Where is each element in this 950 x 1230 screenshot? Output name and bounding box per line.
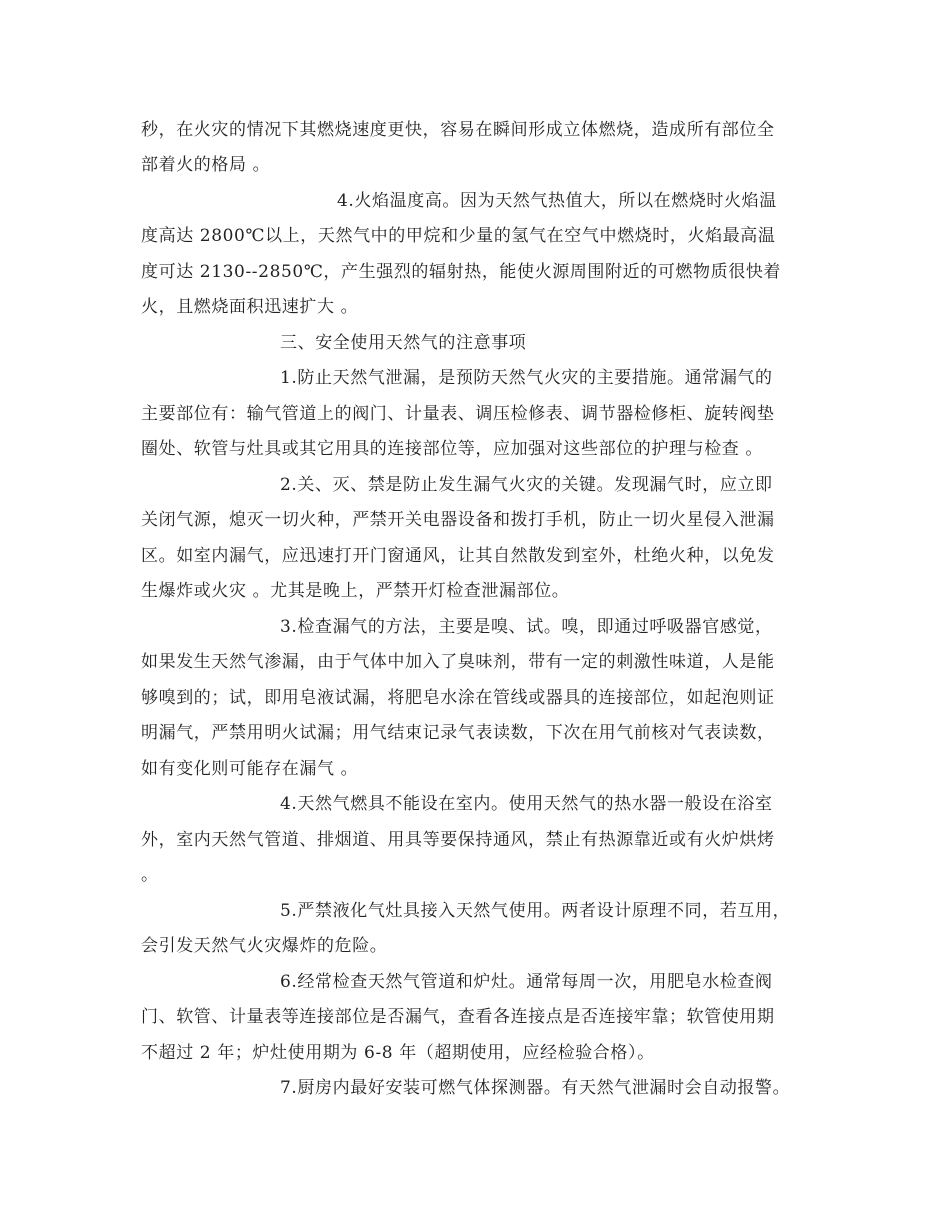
paragraph-start: 7.厨房内最好安装可燃气体探测器。有天然气泄漏时会自动报警。: [280, 1078, 791, 1098]
text-line: 火，且燃烧面积迅速扩大 。: [141, 297, 359, 317]
text-line: 如果发生天然气渗漏，由于气体中加入了臭味剂，带有一定的刺激性味道，人是能: [141, 652, 775, 672]
text-line: 度高达 2800℃以上，天然气中的甲烷和少量的氢气在空气中燃烧时，火焰最高温: [141, 226, 776, 246]
text-line: 主要部位有：输气管道上的阀门、计量表、调压检修表、调节器检修柜、旋转阀垫: [141, 404, 775, 424]
text-line: 如有变化则可能存在漏气 。: [141, 759, 359, 779]
paragraph-start: 1.防止天然气泄漏，是预防天然气火灾的主要措施。通常漏气的: [280, 368, 773, 388]
text-line: 秒，在火灾的情况下其燃烧速度更快，容易在瞬间形成立体燃烧，造成所有部位全: [141, 120, 775, 140]
text-line: 明漏气，严禁用明火试漏；用气结束记录气表读数，下次在用气前核对气表读数，: [141, 723, 775, 743]
text-line: 度可达 2130--2850℃，产生强烈的辐射热，能使火源周围附近的可燃物质很快着: [141, 262, 782, 282]
text-line: 门、软管、计量表等连接部位是否漏气，查看各连接点是否连接牢靠；软管使用期: [141, 1007, 775, 1027]
section-heading: 三、安全使用天然气的注意事项: [280, 333, 527, 353]
paragraph-start: 6.经常检查天然气管道和炉灶。通常每周一次，用肥皂水检查阀: [280, 972, 773, 992]
text-line: 关闭气源，熄灭一切火种，严禁开关电器设备和拨打手机，防止一切火星侵入泄漏: [141, 510, 775, 530]
text-line: 。: [141, 865, 159, 885]
paragraph-start: 4.火焰温度高。因为天然气热值大，所以在燃烧时火焰温: [337, 191, 777, 211]
text-line: 生爆炸或火灾 。尤其是晚上，严禁开灯检查泄漏部位。: [141, 581, 570, 601]
text-line: 会引发天然气火灾爆炸的危险。: [141, 936, 388, 956]
paragraph-start: 4.天然气燃具不能设在室内。使用天然气的热水器一般设在浴室: [280, 794, 773, 814]
text-line: 区。如室内漏气，应迅速打开门窗通风，让其自然散发到室外，杜绝火种，以免发: [141, 546, 775, 566]
text-line: 部着火的格局 。: [141, 155, 271, 175]
text-line: 外，室内天然气管道、排烟道、用具等要保持通风，禁止有热源靠近或有火炉烘烤: [141, 830, 775, 850]
text-line: 够嗅到的；试，即用皂液试漏，将肥皂水涂在管线或器具的连接部位，如起泡则证: [141, 688, 775, 708]
paragraph-start: 2.关、灭、禁是防止发生漏气火灾的关键。发现漏气时，应立即: [280, 475, 773, 495]
text-line: 圈处、软管与灶具或其它用具的连接部位等，应加强对这些部位的护理与检查 。: [141, 439, 764, 459]
paragraph-start: 5.严禁液化气灶具接入天然气使用。两者设计原理不同，若互用，: [280, 901, 791, 921]
paragraph-start: 3.检查漏气的方法，主要是嗅、试。嗅，即通过呼吸器官感觉，: [280, 617, 773, 637]
text-line: 不超过 2 年；炉灶使用期为 6-8 年（超期使用，应经检验合格）。: [141, 1043, 655, 1063]
